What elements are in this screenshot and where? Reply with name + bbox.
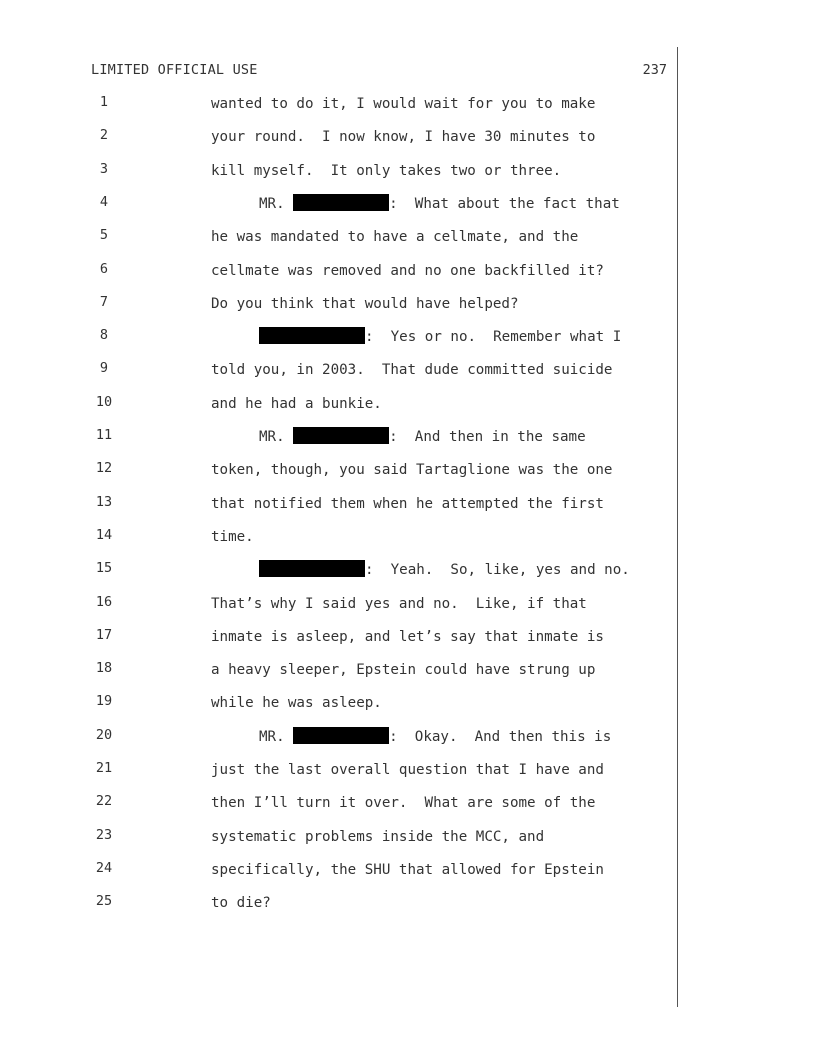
line-text <box>211 261 604 281</box>
line-number: 23 <box>95 826 113 843</box>
line-text <box>211 793 595 813</box>
line-text <box>211 760 604 780</box>
redaction-box <box>293 727 389 744</box>
line-number: 18 <box>95 660 113 677</box>
line-text-pre: told you, in 2003. That dude committed suicide <box>211 362 613 379</box>
line-number: 15 <box>95 560 113 577</box>
line-text <box>211 627 604 647</box>
line-text <box>211 827 544 847</box>
line-text-pre: just the last overall question that I have and <box>211 762 604 778</box>
right-margin-rule <box>677 47 678 1007</box>
transcript-line <box>0 127 677 147</box>
line-text <box>211 394 382 414</box>
redaction-box <box>259 560 365 577</box>
line-number: 4 <box>99 193 109 210</box>
line-text-pre: Do you think that would have helped? <box>211 295 519 312</box>
line-text-pre: inmate is asleep, and let’s say that inmate is <box>211 628 604 645</box>
line-number: 7 <box>99 293 109 310</box>
transcript-line <box>0 560 677 580</box>
line-text-pre: token, though, you said Tartaglione was the one <box>211 462 613 479</box>
line-text-pre: wanted to do it, I would wait for you to make <box>211 96 596 112</box>
line-text-pre: a heavy sleeper, Epstein could have strung up <box>211 662 596 679</box>
transcript-line <box>0 527 677 547</box>
transcript-line <box>0 360 677 380</box>
line-text-pre: kill myself. It only takes two or three. <box>211 162 562 179</box>
line-text-pre: and he had a bunkie. <box>211 395 382 412</box>
transcript-line <box>0 394 677 414</box>
transcript-line <box>0 860 677 880</box>
line-text-pre: cellmate was removed and no one backfilled it? <box>211 262 604 279</box>
line-number: 24 <box>95 859 113 876</box>
line-text <box>259 427 586 447</box>
transcript-line <box>0 727 677 747</box>
line-number: 6 <box>99 260 109 277</box>
line-number: 16 <box>95 593 113 610</box>
line-number: 10 <box>95 393 113 410</box>
redaction-box <box>293 194 389 211</box>
line-text-pre: MR. <box>259 195 294 212</box>
line-text-pre: then I’ll turn it over. What are some of the <box>211 795 596 812</box>
line-number: 8 <box>99 327 109 344</box>
transcript-line <box>0 594 677 614</box>
line-text-post: : What about the fact that <box>389 195 620 212</box>
redaction-box <box>293 427 389 444</box>
line-text <box>211 460 612 480</box>
transcript-line <box>0 827 677 847</box>
line-number: 1 <box>99 94 109 110</box>
transcript-line <box>0 327 677 347</box>
line-text <box>259 560 630 580</box>
line-text <box>211 527 254 547</box>
line-number: 13 <box>95 493 113 510</box>
line-number: 17 <box>95 626 113 643</box>
line-text-pre: MR. <box>259 728 294 745</box>
line-text-pre: to die? <box>211 895 271 912</box>
transcript-line <box>0 760 677 780</box>
line-text-pre: MR. <box>259 429 294 445</box>
transcript-line <box>0 627 677 647</box>
transcript-line <box>0 94 677 114</box>
transcript-line <box>0 161 677 181</box>
line-text-pre: that notified them when he attempted the first <box>211 495 604 512</box>
line-number: 22 <box>95 793 113 810</box>
line-text-pre: your round. I now know, I have 30 minutes to <box>211 129 596 146</box>
transcript-line <box>0 427 677 447</box>
line-text-post: : Yes or no. Remember what I <box>365 329 622 346</box>
line-text-pre: specifically, the SHU that allowed for Epstein <box>211 861 604 878</box>
classification-header: LIMITED OFFICIAL USE <box>91 62 258 78</box>
line-text-post: : Yeah. So, like, yes and no. <box>365 562 630 579</box>
transcript-line <box>0 460 677 480</box>
line-number: 20 <box>95 726 113 743</box>
line-number: 9 <box>99 360 109 377</box>
line-text <box>211 127 595 147</box>
line-text-post: : Okay. And then this is <box>389 728 612 745</box>
line-text-pre: time. <box>211 528 254 545</box>
line-number: 19 <box>95 693 113 710</box>
line-text <box>259 327 621 347</box>
transcript-line <box>0 494 677 514</box>
line-number: 21 <box>95 760 113 776</box>
line-text <box>211 360 612 380</box>
line-text <box>259 727 611 747</box>
line-text <box>211 227 578 247</box>
line-text-post: : And then in the same <box>389 429 586 445</box>
line-text-pre: That’s why I said yes and no. Like, if that <box>211 595 587 612</box>
line-text <box>211 660 595 680</box>
transcript-line <box>0 693 677 713</box>
transcript-line <box>0 793 677 813</box>
redaction-box <box>259 327 365 344</box>
line-text <box>211 893 271 913</box>
line-text <box>211 860 604 880</box>
transcript-line <box>0 227 677 247</box>
line-text <box>211 693 382 713</box>
line-text-pre: while he was asleep. <box>211 695 382 712</box>
line-number: 3 <box>99 160 109 177</box>
page-number: 237 <box>642 62 667 78</box>
line-text <box>211 294 519 314</box>
line-text <box>259 194 620 214</box>
transcript-line <box>0 893 677 913</box>
line-text-pre: he was mandated to have a cellmate, and the <box>211 229 579 246</box>
line-number: 25 <box>95 893 113 910</box>
line-text <box>211 161 561 181</box>
line-text <box>211 494 604 514</box>
line-number: 11 <box>95 427 113 443</box>
line-text <box>211 94 595 114</box>
transcript-line <box>0 660 677 680</box>
line-number: 2 <box>99 127 109 144</box>
line-text-pre: systematic problems inside the MCC, and <box>211 828 545 845</box>
transcript-line <box>0 194 677 214</box>
line-number: 5 <box>99 227 109 244</box>
transcript-line <box>0 261 677 281</box>
line-number: 12 <box>95 460 113 477</box>
transcript-line <box>0 294 677 314</box>
line-number: 14 <box>95 526 113 543</box>
line-text <box>211 594 587 614</box>
